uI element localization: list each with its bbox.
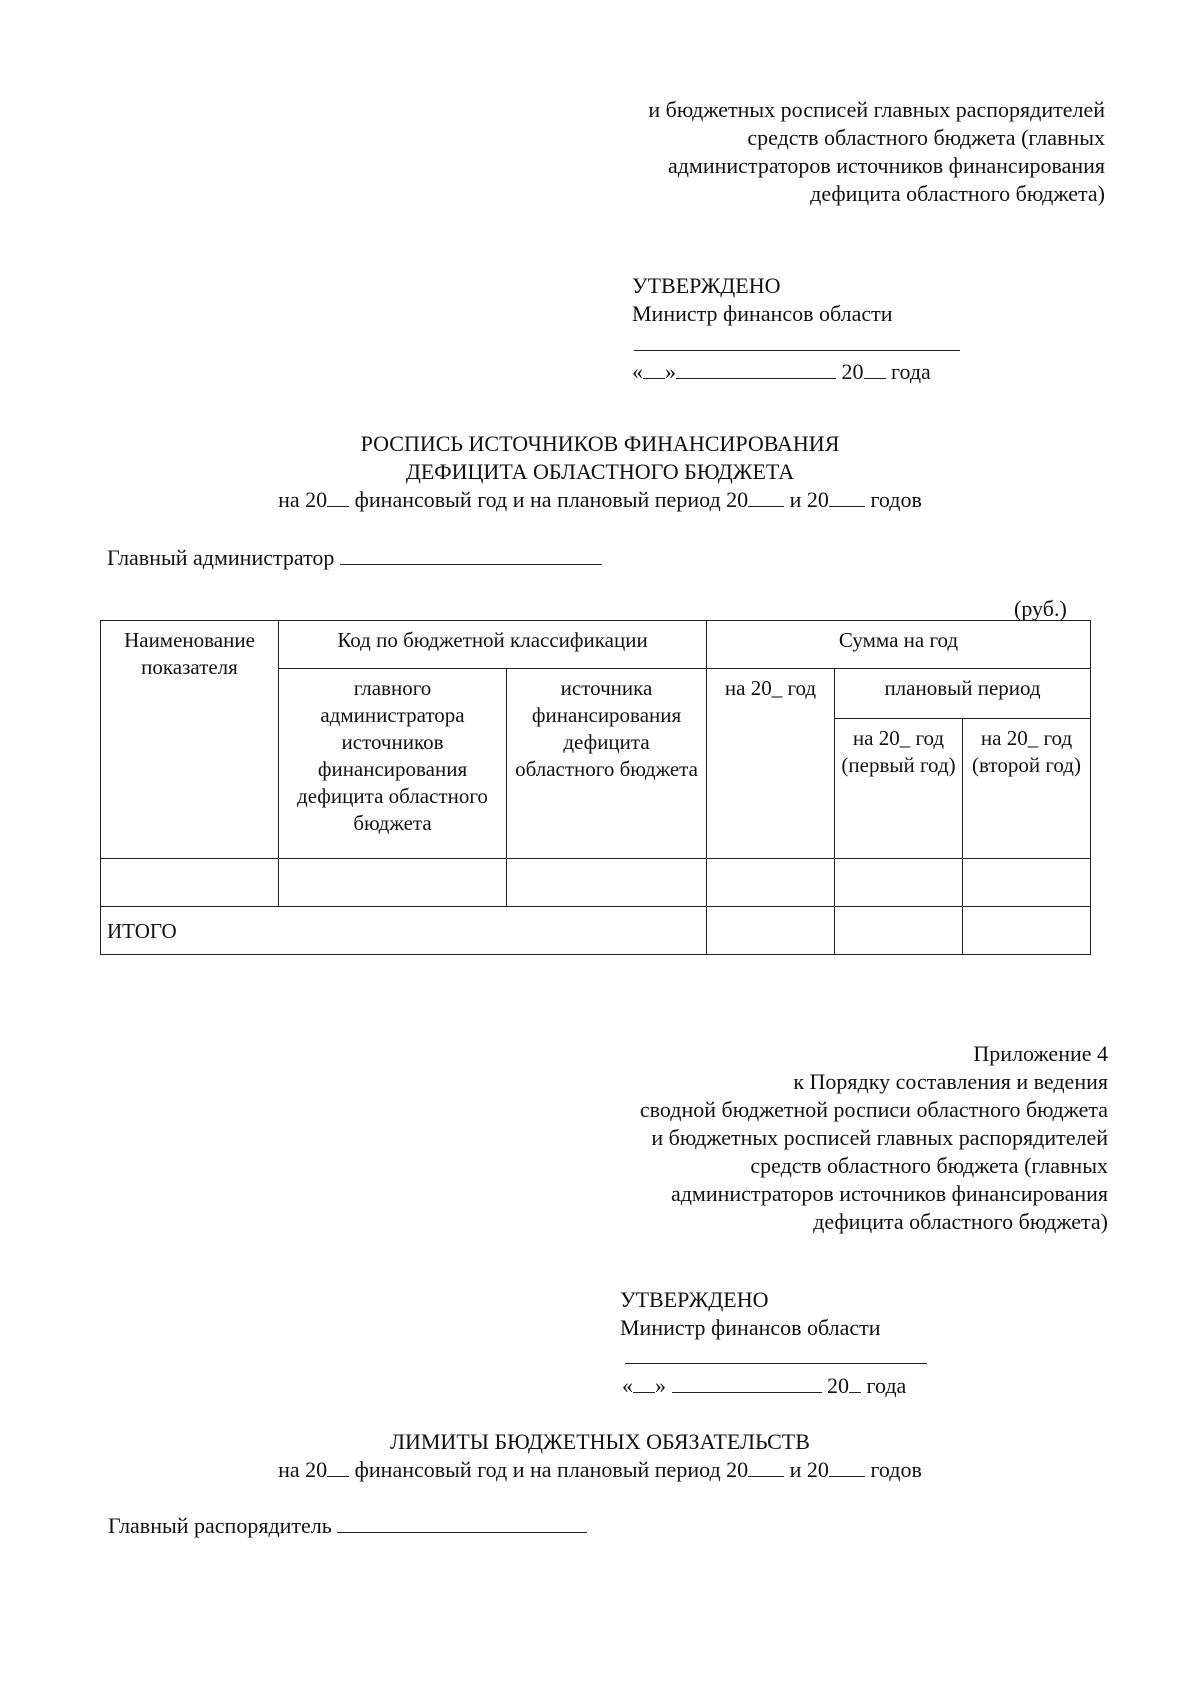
period-text: на 20 <box>278 487 328 512</box>
header-budget-code: Код по бюджетной классификации <box>279 621 707 669</box>
table-cell <box>707 907 835 955</box>
approved-label: УТВЕРЖДЕНО <box>632 273 781 298</box>
table-cell <box>835 859 963 907</box>
header-source: источника финансирования дефицита областного бюджета <box>507 669 707 859</box>
date-suffix: года <box>866 1373 907 1398</box>
header-line: и бюджетных росписей главных распорядителей <box>651 1125 1108 1150</box>
period-text: и 20 <box>789 1457 829 1482</box>
date-quote-close: » <box>655 1373 666 1398</box>
period-blank <box>327 486 349 507</box>
admin-label: Главный администратор <box>107 545 335 570</box>
header-plan-period: плановый период <box>835 669 1091 719</box>
document-title <box>0 430 1200 514</box>
header-line: Приложение 4 <box>973 1041 1108 1066</box>
financing-sources-table <box>100 620 1091 955</box>
table-cell <box>507 859 707 907</box>
table-cell <box>835 907 963 955</box>
period-blank <box>748 486 784 507</box>
document-title <box>0 1428 1200 1484</box>
manager-field <box>108 1510 587 1540</box>
period-blank <box>327 1456 349 1477</box>
approver-title: Министр финансов области <box>620 1315 881 1340</box>
date-year: 20 <box>827 1373 849 1398</box>
table-cell <box>279 859 507 907</box>
header-line: дефицита областного бюджета) <box>813 1209 1108 1234</box>
period-blank <box>748 1456 784 1477</box>
date-year: 20 <box>841 359 864 384</box>
header-line: сводной бюджетной росписи областного бюджета <box>639 1097 1108 1122</box>
header-line: администраторов источников финансирования <box>667 153 1105 178</box>
header-current-year: на 20_ год <box>707 669 835 859</box>
header-line: и бюджетных росписей главных распорядителей <box>648 97 1105 122</box>
header-second-year: на 20_ год (второй год) <box>963 719 1091 859</box>
period-text: финансовый год и на плановый период 20 <box>354 487 749 512</box>
title-line: РОСПИСЬ ИСТОЧНИКОВ ФИНАНСИРОВАНИЯ <box>360 431 840 456</box>
year-blank <box>864 358 886 379</box>
title-line: ДЕФИЦИТА ОБЛАСТНОГО БЮДЖЕТА <box>405 459 795 484</box>
manager-label: Главный распорядитель <box>108 1513 332 1538</box>
header-line: к Порядку составления и ведения <box>793 1069 1108 1094</box>
total-label: ИТОГО <box>101 907 707 955</box>
header-indicator-name: Наименование показателя <box>101 621 279 859</box>
title-period <box>0 486 1200 514</box>
currency-note: (руб.) <box>1014 596 1067 621</box>
period-text: финансовый год и на плановый период 20 <box>354 1457 749 1482</box>
header-main-admin: главного администратора источников финансирования дефицита областного бюджета <box>279 669 507 859</box>
period-text: годов <box>870 1457 922 1482</box>
approval-date <box>632 356 931 386</box>
period-text: на 20 <box>278 1457 328 1482</box>
period-blank <box>829 486 865 507</box>
header-line: средств областного бюджета (главных <box>747 125 1105 150</box>
day-blank <box>633 1372 655 1393</box>
approval-date <box>622 1370 906 1400</box>
date-quote-open: « <box>622 1373 633 1398</box>
approver-title: Министр финансов области <box>632 301 893 326</box>
admin-field <box>107 542 602 572</box>
header-line: администраторов источников финансирования <box>670 1181 1108 1206</box>
month-blank <box>676 356 836 379</box>
table-cell <box>101 859 279 907</box>
header-line: средств областного бюджета (главных <box>750 1153 1108 1178</box>
signature-line <box>634 350 960 351</box>
year-blank <box>849 1372 861 1393</box>
approval-block <box>620 1286 881 1342</box>
header-annual-sum: Сумма на год <box>707 621 1091 669</box>
signature-line <box>625 1363 927 1364</box>
table-cell <box>963 907 1091 955</box>
period-text: и 20 <box>789 487 829 512</box>
manager-blank <box>337 1510 587 1533</box>
approved-label: УТВЕРЖДЕНО <box>620 1287 769 1312</box>
title-line: ЛИМИТЫ БЮДЖЕТНЫХ ОБЯЗАТЕЛЬСТВ <box>390 1429 810 1454</box>
date-suffix: года <box>891 359 931 384</box>
approval-block <box>632 272 893 328</box>
admin-blank <box>340 542 602 565</box>
day-blank <box>643 358 665 379</box>
appendix-4-header <box>640 1040 1108 1236</box>
header-first-year: на 20_ год (первый год) <box>835 719 963 859</box>
date-quote-open: « <box>632 359 643 384</box>
title-period <box>0 1456 1200 1484</box>
period-text: годов <box>870 487 922 512</box>
header-line: дефицита областного бюджета) <box>810 181 1105 206</box>
table-cell <box>963 859 1091 907</box>
date-quote-close: » <box>665 359 676 384</box>
period-blank <box>829 1456 865 1477</box>
table-cell <box>707 859 835 907</box>
appendix-header <box>648 96 1105 208</box>
month-blank <box>672 1370 822 1393</box>
